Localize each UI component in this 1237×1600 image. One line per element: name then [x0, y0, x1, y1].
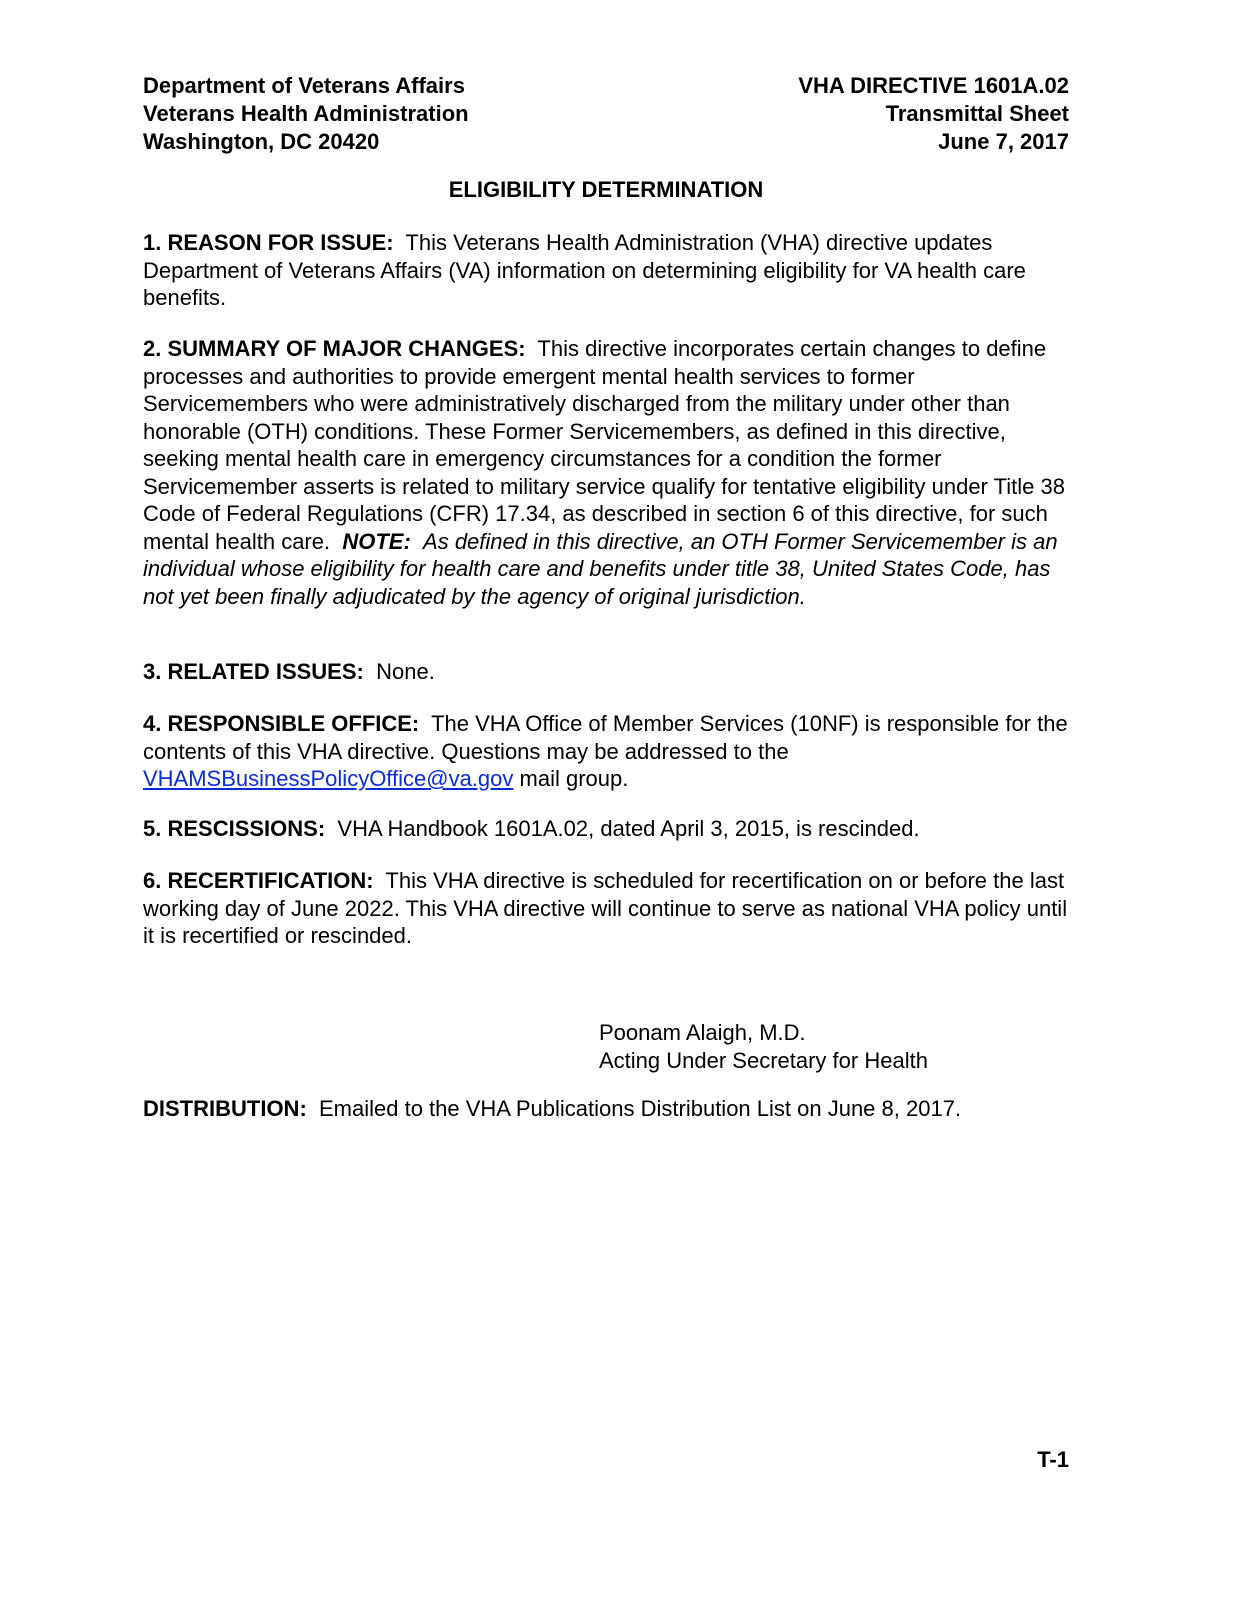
page-number: T-1 [1037, 1447, 1069, 1472]
document-title: ELIGIBILITY DETERMINATION [448, 177, 764, 202]
section-rescissions [143, 815, 1083, 843]
section-reason-for-issue [143, 229, 1083, 312]
agency-address: Washington, DC 20420 [143, 129, 380, 154]
section-label: 6. RECERTIFICATION: [143, 868, 374, 893]
section-text: None. [376, 659, 435, 684]
section-text: The VHA Office of Member Services (10NF) is responsible for the contents of this VHA directive. Questions may be addressed to the [143, 711, 1068, 764]
document-header [143, 72, 1069, 156]
section-related-issues [143, 658, 1083, 686]
directive-date: June 7, 2017 [938, 129, 1069, 154]
sheet-type: Transmittal Sheet [885, 101, 1069, 126]
section-recertification [143, 867, 1083, 950]
signatory-title: Acting Under Secretary for Health [599, 1048, 928, 1073]
note-label: NOTE: [342, 528, 411, 554]
distribution-label: DISTRIBUTION: [143, 1096, 307, 1121]
email-link[interactable]: VHAMSBusinessPolicyOffice@va.gov [143, 766, 514, 791]
section-text: VHA Handbook 1601A.02, dated April 3, 2015, is rescinded. [337, 816, 920, 841]
section-text: This VHA directive is scheduled for recertification on or before the last working day of June 2022. This VHA directive will continue to serve as national VHA policy until it is recertified or rescinded. [143, 868, 1068, 948]
directive-number: VHA DIRECTIVE 1601A.02 [798, 73, 1069, 98]
section-text-after: mail group. [519, 766, 629, 791]
signature-block [599, 1019, 928, 1075]
section-responsible-office [143, 710, 1083, 793]
section-summary-of-major-changes [143, 335, 1083, 610]
section-text: This Veterans Health Administration (VHA) directive updates Department of Veterans Affairs (VA) information on determining eligibility for VA health care benefits. [143, 230, 1026, 310]
distribution-line [143, 1095, 1083, 1123]
section-label: 5. RESCISSIONS: [143, 816, 326, 841]
section-label: 2. SUMMARY OF MAJOR CHANGES: [143, 336, 526, 361]
distribution-text: Emailed to the VHA Publications Distribution List on June 8, 2017. [319, 1096, 962, 1121]
section-label: 4. RESPONSIBLE OFFICE: [143, 711, 420, 736]
directive-block [798, 72, 1069, 156]
note-text: As defined in this directive, an OTH Former Servicemember is an individual whose eligibility for health care and benefits under title 38, United States Code, has not yet been finally adjudicated by the agency of original jurisdiction. [143, 528, 1058, 609]
section-text: This directive incorporates certain changes to define processes and authorities to provide emergent mental health services to former Servicemembers who were administratively discharged from the military under other than honorable (OTH) conditions. These Former Servicemembers, as defined in this directive, seeking mental health care in emergency circumstances for a condition the former Servicemember asserts is related to military service qualify for tentative eligibility under Title 38 Code of Federal Regulations (CFR) 17.34, as described in section 6 of this directive, for such mental health care. [143, 336, 1065, 554]
signatory-name: Poonam Alaigh, M.D. [599, 1020, 806, 1045]
section-label: 1. REASON FOR ISSUE: [143, 230, 394, 255]
department-name: Department of Veterans Affairs [143, 73, 465, 98]
agency-block [143, 72, 469, 156]
administration-name: Veterans Health Administration [143, 101, 469, 126]
section-label: 3. RELATED ISSUES: [143, 659, 364, 684]
